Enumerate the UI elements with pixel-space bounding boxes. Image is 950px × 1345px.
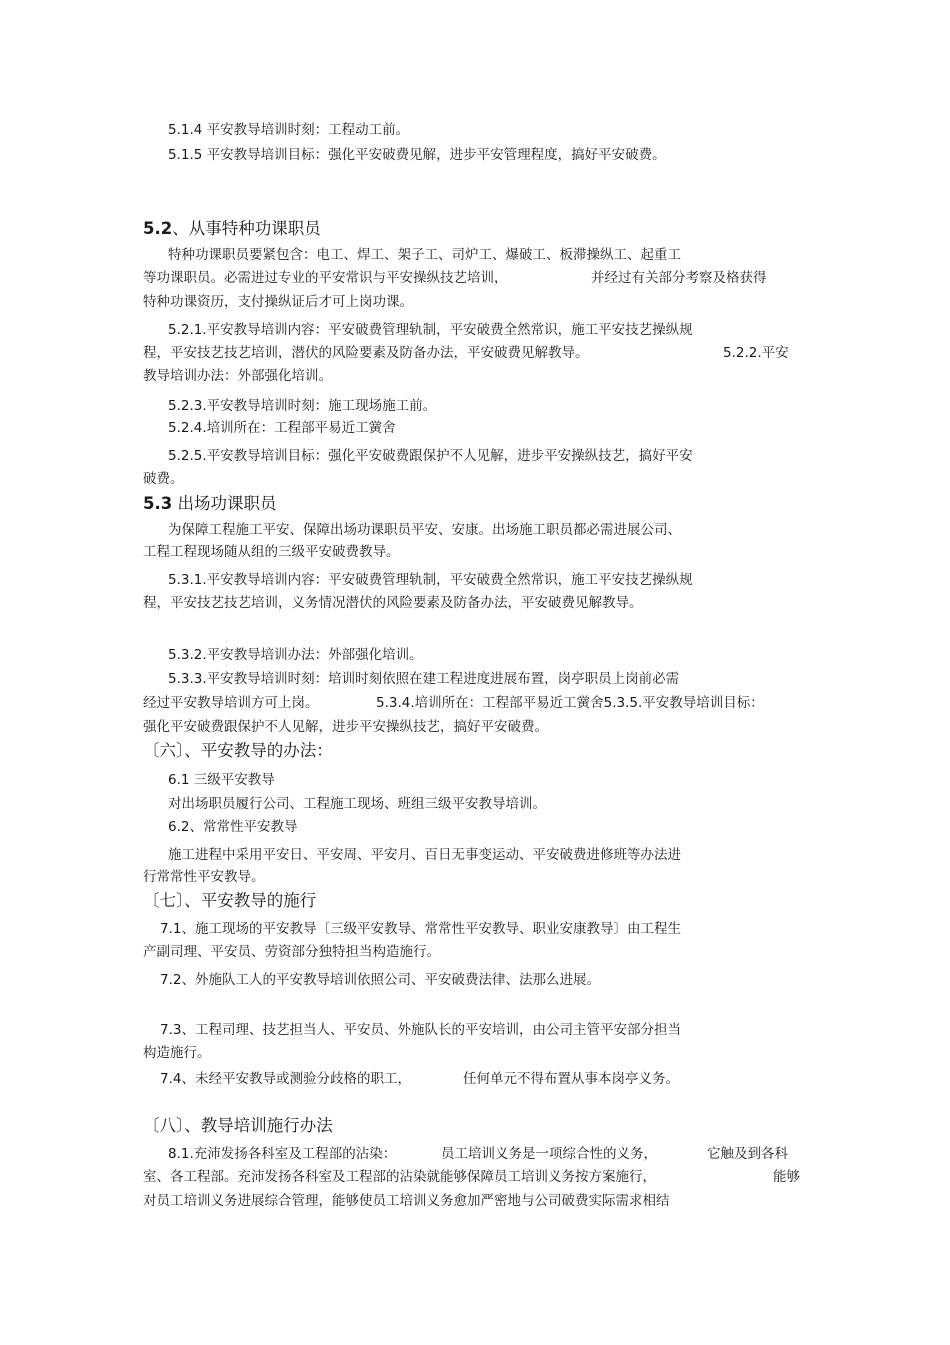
paragraph-7-3: 7.3、工程司理、技艺担当人、平安员、外施队长的平安培训，由公司主管平安部分担当: [160, 1022, 681, 1038]
paragraph-5-2-line: 等功课职员。必需进过专业的平安常识与平安操纵技艺培训，: [143, 270, 508, 286]
paragraph-5-2-3: 5.2.3.平安教导培训时刻：施工现场施工前。: [168, 398, 437, 414]
paragraph-5-2-4: 5.2.4.培训所在：工程部平易近工黉舍: [168, 420, 396, 436]
heading-section-6: 〔六〕、平安教导的办法：: [143, 741, 333, 760]
paragraph-5-2-1: 5.2.1.平安教导培训内容：平安破费管理轨制，平安破费全然常识，施工平安技艺操纵规: [168, 322, 693, 338]
heading-5-2: [143, 218, 321, 240]
paragraph-5-3-3: 经过平安教导培训方可上岗。: [143, 695, 319, 711]
paragraph-6-2: 施工进程中采用平安日、平安周、平安月、百日无事变运动、平安破费进修班等办法进: [168, 847, 681, 863]
paragraph-5-2-2: 教导培训办法：外部强化培训。: [143, 368, 332, 384]
paragraph-5-3-4: 5.3.4.培训所在：工程部平易近工黉舍5.3.5.平安教导培训目标：: [376, 695, 764, 711]
paragraph-8-1: 室、各工程部。充沛发扬各科室及工程部的沾染就能够保障员工培训义务按方案施行，: [143, 1169, 656, 1185]
heading-5-2-number: 5.2: [143, 219, 173, 238]
paragraph-5-3-line: 工程工程现场随从组的三级平安破费教导。: [143, 544, 400, 560]
paragraph-5-2-line: 特种功课职员要紧包含：电工、焊工、架子工、司炉工、爆破工、板滞操纵工、起重工: [168, 247, 681, 263]
paragraph-5-3-line: 为保障工程施工平安、保障出场功课职员平安、安康。出场施工职员都必需进展公司、: [168, 522, 681, 538]
paragraph-5-2-1: 程，平安技艺技艺培训，潜伏的风险要素及防备办法，平安破费见解教导。: [143, 345, 589, 361]
heading-5-3: [143, 493, 276, 515]
paragraph-8-1: 8.1.充沛发扬各科室及工程部的沾染：: [168, 1146, 397, 1162]
paragraph-5-2-2: 5.2.2.平安: [723, 345, 789, 361]
paragraph-5-2-line: 特种功课资历，支付操纵证后才可上岗功课。: [143, 294, 413, 310]
heading-5-3-number: 5.3: [143, 494, 173, 513]
paragraph-7-4: 7.4、未经平安教导或测验分歧格的职工，: [160, 1071, 411, 1087]
heading-section-8: 〔八〕、教导培训施行办法: [143, 1116, 333, 1135]
heading-6-2: 6.2、常常性平安教导: [168, 819, 298, 835]
paragraph-5-3-1: 程，平安技艺技艺培训，义务情况潜伏的风险要素及防备办法，平安破费见解教导。: [143, 595, 643, 611]
paragraph-5-3-2: 5.3.2.平安教导培训办法：外部强化培训。: [168, 647, 423, 663]
paragraph-5-2-line: 并经过有关部分考察及格获得: [591, 270, 767, 286]
paragraph-5-1-5: 5.1.5 平安教导培训目标：强化平安破费见解，进步平安管理程度，搞好平安破费。: [168, 147, 666, 163]
heading-5-3-title: 出场功课职员: [172, 494, 277, 513]
paragraph-5-1-4: 5.1.4 平安教导培训时刻：工程动工前。: [168, 122, 410, 138]
paragraph-6-2: 行常常性平安教导。: [143, 869, 265, 885]
paragraph-7-1: 产副司理、平安员、劳资部分独特担当构造施行。: [143, 944, 440, 960]
paragraph-5-3-1: 5.3.1.平安教导培训内容：平安破费管理轨制，平安破费全然常识，施工平安技艺操纵规: [168, 572, 693, 588]
heading-section-7: 〔七〕、平安教导的施行: [143, 891, 317, 910]
paragraph-5-2-5: 破费。: [143, 471, 184, 487]
paragraph-6-1: 对出场职员履行公司、工程施工现场、班组三级平安教导培训。: [168, 796, 546, 812]
paragraph-8-1: 员工培训义务是一项综合性的义务，: [441, 1146, 657, 1162]
paragraph-5-3-3: 5.3.3.平安教导培训时刻：培训时刻依照在建工程进度进展布置，岗亭职员上岗前必需: [168, 671, 680, 687]
paragraph-5-2-5: 5.2.5.平安教导培训目标：强化平安破费跟保护不人见解，进步平安操纵技艺，搞好平安: [168, 448, 693, 464]
paragraph-7-3: 构造施行。: [143, 1045, 211, 1061]
paragraph-8-1: 对员工培训义务进展综合管理，能够使员工培训义务愈加严密地与公司破费实际需求相结: [143, 1193, 670, 1209]
paragraph-8-1: 能够: [773, 1169, 800, 1185]
paragraph-7-1: 7.1、施工现场的平安教导〔三级平安教导、常常性平安教导、职业安康教导〕由工程生: [160, 921, 681, 937]
heading-6-1: 6.1 三级平安教导: [168, 772, 275, 788]
paragraph-7-2: 7.2、外施队工人的平安教导培训依照公司、平安破费法律、法那么进展。: [160, 972, 600, 988]
paragraph-7-4: 任何单元不得布置从事本岗亭义务。: [463, 1071, 679, 1087]
paragraph-8-1: 它触及到各科: [707, 1146, 788, 1162]
heading-5-2-title: 、从事特种功课职员: [172, 219, 321, 238]
paragraph-5-3-5: 强化平安破费跟保护不人见解，进步平安操纵技艺，搞好平安破费。: [143, 719, 548, 735]
